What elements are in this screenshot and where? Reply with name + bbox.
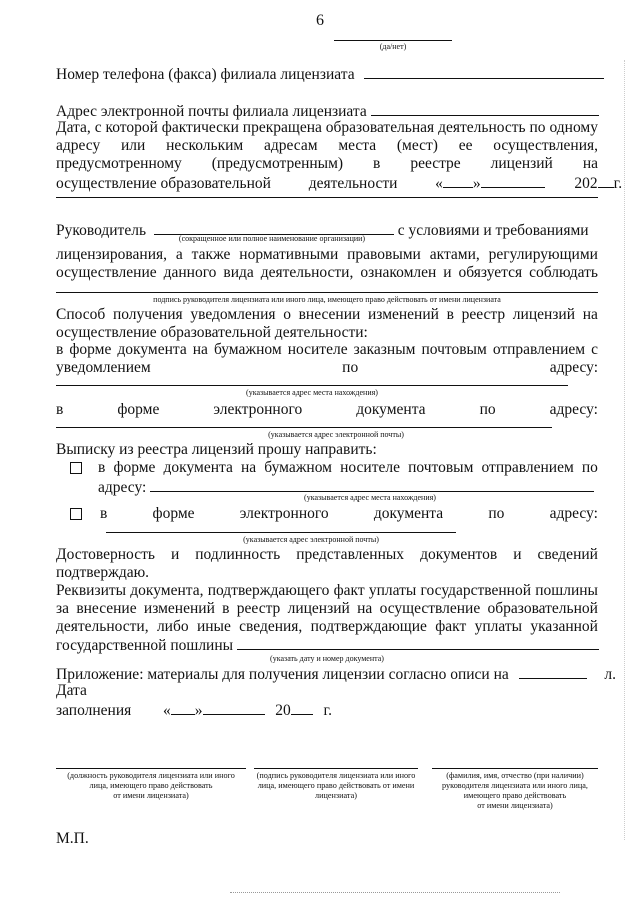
word: реестр	[461, 306, 506, 323]
word: уплаты	[474, 618, 523, 635]
word: реестр	[236, 600, 281, 617]
day-open-quote: «	[435, 175, 443, 192]
fee-document-field[interactable]	[237, 635, 599, 650]
extract-email-caption: (указывается адрес электронной почты)	[243, 535, 379, 544]
email-row	[56, 101, 598, 121]
word: с	[94, 119, 102, 136]
word: данного	[163, 264, 217, 281]
word: фактически	[161, 119, 239, 136]
fill-month-field[interactable]	[203, 700, 265, 715]
phone-field[interactable]	[364, 64, 604, 79]
word: осуществление	[56, 264, 157, 281]
word: деятельность	[438, 119, 526, 136]
word: адресу:	[549, 401, 598, 418]
word: места	[338, 137, 377, 154]
fee-caption: (указать дату и номер документа)	[270, 654, 384, 663]
scan-artifact	[230, 892, 560, 893]
word: факт	[435, 618, 467, 635]
position-signature-line[interactable]	[56, 768, 246, 769]
notify-line-1	[56, 306, 598, 324]
email-label: Адрес электронной почты филиала лицензиата	[56, 103, 367, 120]
extract-label: Выписку из реестра лицензий прошу направить:	[56, 441, 377, 458]
word: бумажном	[213, 341, 282, 358]
word: электронного	[213, 401, 303, 418]
fill-year-prefix: 20	[275, 702, 291, 719]
appendix-label: Приложение: материалы для получения лицензии согласно описи на	[56, 666, 509, 683]
yes-no-caption: (да/нет)	[379, 42, 407, 51]
word: лицензий	[490, 155, 553, 172]
confirm-line-2: подтверждаю.	[56, 564, 150, 581]
cessation-year-prefix: 202	[574, 175, 598, 192]
cessation-day-field[interactable]	[443, 173, 473, 188]
head-signature-line[interactable]	[56, 292, 598, 293]
full-name-line[interactable]	[432, 768, 598, 769]
word: подлинность	[195, 546, 281, 563]
head-line-2	[56, 246, 598, 264]
organization-caption: (сокращенное или полное наименование организации)	[178, 234, 366, 243]
word: по	[342, 359, 359, 376]
word: одному	[549, 119, 598, 136]
word: лицензий	[287, 600, 350, 617]
word: деятельности,	[260, 264, 354, 281]
fill-date-row	[56, 700, 598, 720]
notify-line-5	[56, 401, 598, 419]
word: на	[357, 600, 373, 617]
word: в	[373, 155, 381, 172]
word: электронного	[239, 505, 329, 522]
word: получения	[112, 306, 183, 323]
word: уведомлением	[56, 359, 151, 376]
word: и	[170, 546, 180, 563]
yes-no-line	[334, 40, 452, 41]
word: подтверждающие	[310, 618, 427, 635]
word: и	[513, 546, 522, 563]
extract-option-2	[100, 505, 598, 523]
head-signature-caption: подпись руководителя лицензиата или иного лица, имеющего право действовать от имени лицензиата	[153, 295, 501, 304]
word: бумажном	[264, 459, 332, 476]
word: документа,	[130, 582, 204, 599]
notify-postal-address-field[interactable]	[56, 385, 568, 386]
word: лицензий	[512, 306, 576, 323]
word: по	[479, 401, 496, 418]
word: представленных	[296, 546, 405, 563]
word: уведомления	[190, 306, 276, 323]
position-caption: (должность руководителя лицензиата или иного лица, имеющего право действовать от имени лицензиата)	[67, 771, 235, 800]
word: предусмотренному	[56, 155, 182, 172]
word: на	[192, 341, 208, 358]
head-line-3	[56, 264, 598, 282]
word: подтверждающего	[207, 582, 330, 599]
word: которой	[105, 119, 158, 136]
fill-day-field[interactable]	[171, 700, 195, 715]
word: или	[120, 137, 146, 154]
word: в	[222, 600, 230, 617]
word: прекращена	[242, 119, 322, 136]
word: вида	[223, 264, 254, 281]
notify-email-field[interactable]	[56, 427, 552, 428]
scan-edge-artifact	[624, 60, 626, 840]
word: либо	[156, 618, 189, 635]
word: за	[56, 600, 70, 617]
cessation-l4a: осуществление образовательной	[56, 175, 271, 192]
notify-address-caption: (указывается адрес места нахождения)	[246, 388, 378, 397]
separator-line	[56, 197, 598, 198]
cessation-year-suffix: г.	[613, 175, 623, 192]
extract-option-1	[98, 459, 598, 477]
word: Реквизиты	[56, 582, 127, 599]
fill-year-field[interactable]	[291, 700, 313, 715]
word: о	[283, 306, 291, 323]
word: в	[98, 459, 106, 476]
word: форме	[152, 505, 195, 522]
word: иные	[196, 618, 231, 635]
cessation-l4b: деятельности	[308, 175, 398, 192]
word: (предусмотренным)	[211, 155, 344, 172]
appendix-suffix: л.	[604, 666, 617, 683]
word: форме	[113, 459, 156, 476]
appendix-pages-field[interactable]	[519, 664, 587, 679]
word: нескольким	[166, 137, 244, 154]
full-name-caption: (фамилия, имя, отчество (при наличии) руководителя лицензиата или иного лица, имеющего право действовать от имени лицензиата)	[442, 771, 588, 810]
word: почтовым	[421, 341, 487, 358]
word: документа	[373, 505, 444, 522]
word: соблюдать	[529, 264, 598, 281]
word: по	[529, 119, 546, 136]
appendix-row	[56, 664, 617, 684]
fee-line-2	[56, 600, 598, 618]
word: осуществления,	[493, 137, 598, 154]
word: ознакомлен	[360, 264, 437, 281]
word: почтовым	[408, 459, 474, 476]
cessation-line-3	[56, 155, 598, 173]
word: адресам	[264, 137, 318, 154]
word: отправлением	[492, 341, 586, 358]
word: и	[443, 264, 452, 281]
word: на	[582, 306, 598, 323]
extract-electronic-checkbox[interactable]	[70, 508, 82, 520]
word: (мест)	[396, 137, 438, 154]
word: факт	[333, 582, 365, 599]
word: образовательной	[487, 600, 598, 617]
word: изменений	[143, 600, 215, 617]
signature-line[interactable]	[254, 768, 418, 769]
head-rest: с условиями и требованиями	[397, 222, 589, 239]
fill-year-suffix: г.	[323, 702, 333, 719]
word: уплаты	[368, 582, 417, 599]
cessation-month-field[interactable]	[481, 173, 545, 188]
word: указанной	[530, 618, 598, 635]
word: осуществление	[379, 600, 481, 617]
page-number: 6	[316, 12, 324, 29]
word: по	[581, 459, 598, 476]
extract-paper-checkbox[interactable]	[70, 462, 82, 474]
fee-line-3	[56, 618, 598, 636]
word: Достоверность	[56, 546, 155, 563]
word: ее	[458, 137, 473, 154]
word: документа	[117, 341, 187, 358]
notify-line-3	[56, 341, 598, 359]
word: Способ	[56, 306, 106, 323]
word: носителе	[287, 341, 348, 358]
word: лицензирования,	[56, 246, 168, 263]
word: на	[582, 155, 598, 172]
email-field[interactable]	[371, 101, 599, 116]
day-close-quote: »	[472, 175, 481, 192]
extract-email-field[interactable]	[106, 532, 456, 533]
word: в	[56, 341, 64, 358]
word: адресу:	[549, 505, 598, 522]
word: адресу	[56, 137, 101, 154]
word: а	[175, 246, 183, 263]
confirm-line-1	[56, 546, 598, 564]
word: внесение	[76, 600, 137, 617]
word: внесении	[298, 306, 361, 323]
word: документов	[420, 546, 498, 563]
phone-row	[56, 64, 598, 84]
fee-line-4	[56, 635, 598, 655]
notify-line-4	[56, 359, 598, 377]
cessation-line-2	[56, 137, 598, 155]
extract-postal-address-field[interactable]	[150, 477, 594, 492]
notify-email-caption: (указывается адрес электронной почты)	[268, 430, 404, 439]
word: заказным	[353, 341, 416, 358]
word: правовыми	[347, 246, 421, 263]
word: актами,	[429, 246, 480, 263]
word: сведения,	[239, 618, 303, 635]
word: также	[191, 246, 231, 263]
word: государственной	[420, 582, 532, 599]
fill-date-label-2: заполнения	[56, 702, 132, 719]
word: регулирующими	[488, 246, 598, 263]
cessation-line-1	[56, 119, 598, 137]
word: пошлины	[535, 582, 598, 599]
fill-open-quote: «	[163, 702, 171, 719]
word: адресу:	[549, 359, 598, 376]
word: нормативными	[239, 246, 339, 263]
cessation-line-4	[56, 173, 623, 193]
extract-option-1-address-label: адресу:	[98, 479, 147, 496]
word: отправлением	[481, 459, 574, 476]
word: документа	[356, 401, 426, 418]
fill-close-quote: »	[194, 702, 203, 719]
fill-date-label: Дата	[56, 682, 87, 699]
stamp-label: М.П.	[56, 830, 89, 847]
word: в	[100, 505, 108, 522]
cessation-year-field[interactable]	[598, 173, 614, 188]
word: на	[240, 459, 257, 476]
word: Дата,	[56, 119, 91, 136]
word: деятельности,	[56, 618, 149, 635]
phone-label: Номер телефона (факса) филиала лицензиата	[56, 66, 355, 83]
word: носителе	[340, 459, 400, 476]
word: в	[56, 401, 64, 418]
word: изменений	[368, 306, 439, 323]
word: с	[591, 341, 598, 358]
word: форме	[117, 401, 160, 418]
word: по	[488, 505, 505, 522]
head-label: Руководитель	[56, 222, 147, 239]
word: сведений	[537, 546, 598, 563]
word: в	[446, 306, 454, 323]
word: обязуется	[458, 264, 523, 281]
word: документа	[163, 459, 233, 476]
fee-line-4-text: государственной пошлины	[56, 637, 234, 654]
signature-caption: (подпись руководителя лицензиата или иного лица, имеющего право действовать от имени лицензиата)	[256, 771, 416, 800]
notify-line-2: осуществление образовательной деятельности:	[56, 324, 368, 341]
extract-address-caption: (указывается адрес места нахождения)	[304, 493, 436, 502]
organization-name-field[interactable]	[154, 220, 394, 235]
fee-line-1	[56, 582, 598, 600]
word: форме	[69, 341, 112, 358]
word: образовательная	[325, 119, 435, 136]
word: реестре	[410, 155, 461, 172]
